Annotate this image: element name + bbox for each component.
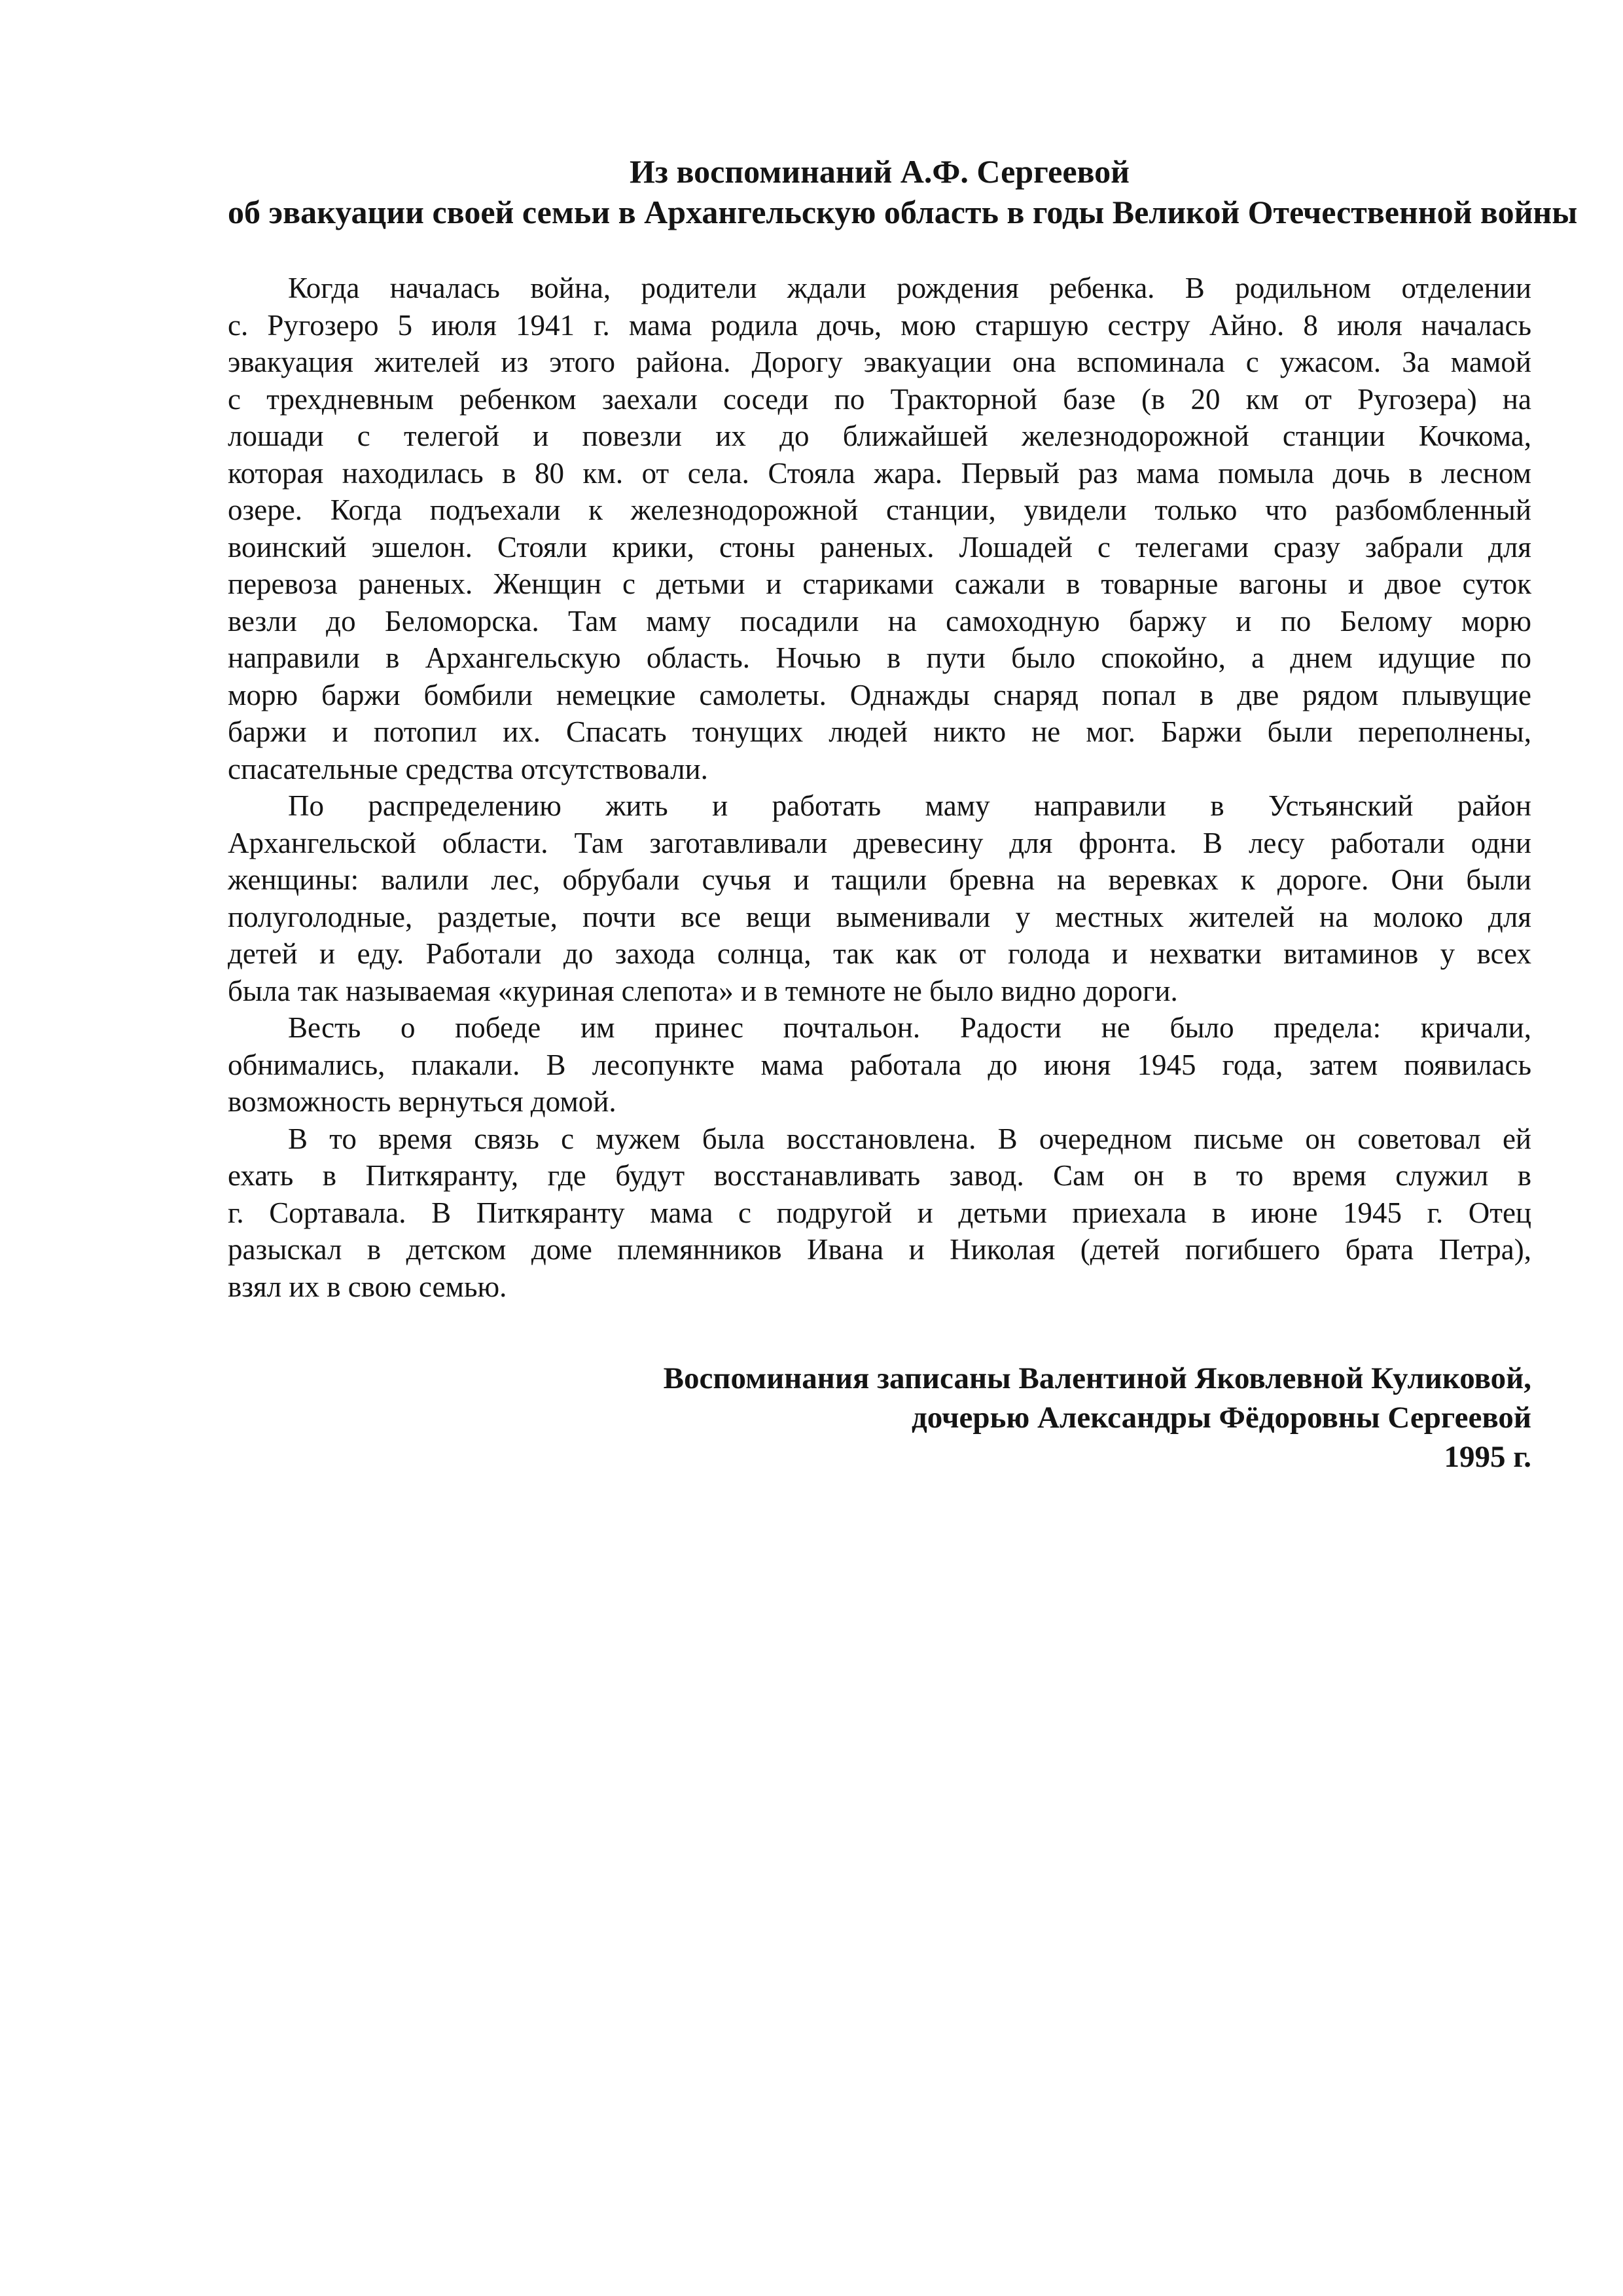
text-line: Архангельской области. Там заготавливали древесину для фронта. В лесу работали одни (228, 826, 1531, 859)
text-line: озере. Когда подъехали к железнодорожной станции, увидели только что разбомбленный (228, 493, 1531, 526)
title-line-2: об эвакуации своей семьи в Архангельскую область в годы Великой Отечественной войны (228, 194, 1578, 230)
text-line: воинский эшелон. Стояли крики, стоны раненых. Лошадей с телегами сразу забрали для (228, 530, 1531, 564)
signature-block (228, 1359, 1531, 1477)
signature-line-1: Воспоминания записаны Валентиной Яковлевной Куликовой, (663, 1361, 1531, 1395)
text-line: баржи и потопил их. Спасать тонущих людей никто не мог. Баржи были переполнены, (228, 715, 1531, 748)
text-line: перевоза раненых. Женщин с детьми и стариками сажали в товарные вагоны и двое суток (228, 567, 1531, 600)
text-line: Весть о победе им принес почтальон. Радости не было предела: кричали, (288, 1011, 1531, 1044)
text-line: обнимались, плакали. В лесопункте мама работала до июня 1945 года, затем появилась (228, 1048, 1531, 1081)
text-line: которая находилась в 80 км. от села. Стояла жара. Первый раз мама помыла дочь в лесном (228, 456, 1531, 490)
text-line: спасательные средства отсутствовали. (228, 752, 708, 785)
text-line: направили в Архангельскую область. Ночью в пути было спокойно, а днем идущие по (228, 641, 1531, 674)
text-line: была так называемая «куриная слепота» и в темноте не было видно дороги. (228, 974, 1178, 1007)
text-line: морю баржи бомбили немецкие самолеты. Однажды снаряд попал в две рядом плывущие (228, 678, 1531, 711)
paragraph (228, 1121, 1531, 1306)
text-line: г. Сортавала. В Питкяранту мама с подругой и детьми приехала в июне 1945 г. Отец (228, 1196, 1531, 1229)
text-line: лошади с телегой и повезли их до ближайшей железнодорожной станции Кочкома, (228, 420, 1531, 452)
text-line: женщины: валили лес, обрубали сучья и тащили бревна на веревках к дороге. Они были (228, 863, 1531, 896)
text-line: эвакуация жителей из этого района. Дорогу эвакуации она вспоминала с ужасом. За мамой (228, 346, 1531, 378)
text-line: с. Ругозеро 5 июля 1941 г. мама родила дочь, мою старшую сестру Айно. 8 июля началась (228, 308, 1531, 342)
document-title (228, 151, 1578, 232)
text-line: По распределению жить и работать маму направили в Устьянский район (288, 789, 1531, 822)
text-line: взял их в свою семью. (228, 1270, 507, 1303)
text-line: полуголодные, раздетые, почти все вещи выменивали у местных жителей на молоко для (228, 900, 1531, 933)
signature-line-2: дочерью Александры Фёдоровны Сергеевой (911, 1401, 1531, 1435)
text-line: с трехдневным ребенком заехали соседи по Тракторной базе (в 20 км от Ругозера) на (228, 382, 1531, 416)
text-line: В то время связь с мужем была восстановлена. В очередном письме он советовал ей (288, 1122, 1531, 1155)
text-line: ехать в Питкяранту, где будут восстанавливать завод. Сам он в то время служил в (228, 1159, 1531, 1192)
document-body (228, 270, 1531, 1305)
paragraph (228, 270, 1531, 787)
paragraph (228, 1009, 1531, 1121)
paragraph (228, 787, 1531, 1009)
text-line: детей и еду. Работали до захода солнца, так как от голода и нехватки витаминов у всех (228, 937, 1531, 970)
signature-year: 1995 г. (1444, 1440, 1531, 1474)
title-line-1: Из воспоминаний А.Ф. Сергеевой (630, 153, 1130, 190)
text-line: везли до Беломорска. Там маму посадили на самоходную баржу и по Белому морю (228, 604, 1531, 637)
text-line: возможность вернуться домой. (228, 1085, 616, 1118)
text-line: Когда началась война, родители ждали рождения ребенка. В родильном отделении (288, 272, 1531, 304)
text-line: разыскал в детском доме племянников Ивана и Николая (детей погибшего брата Петра), (228, 1233, 1531, 1266)
